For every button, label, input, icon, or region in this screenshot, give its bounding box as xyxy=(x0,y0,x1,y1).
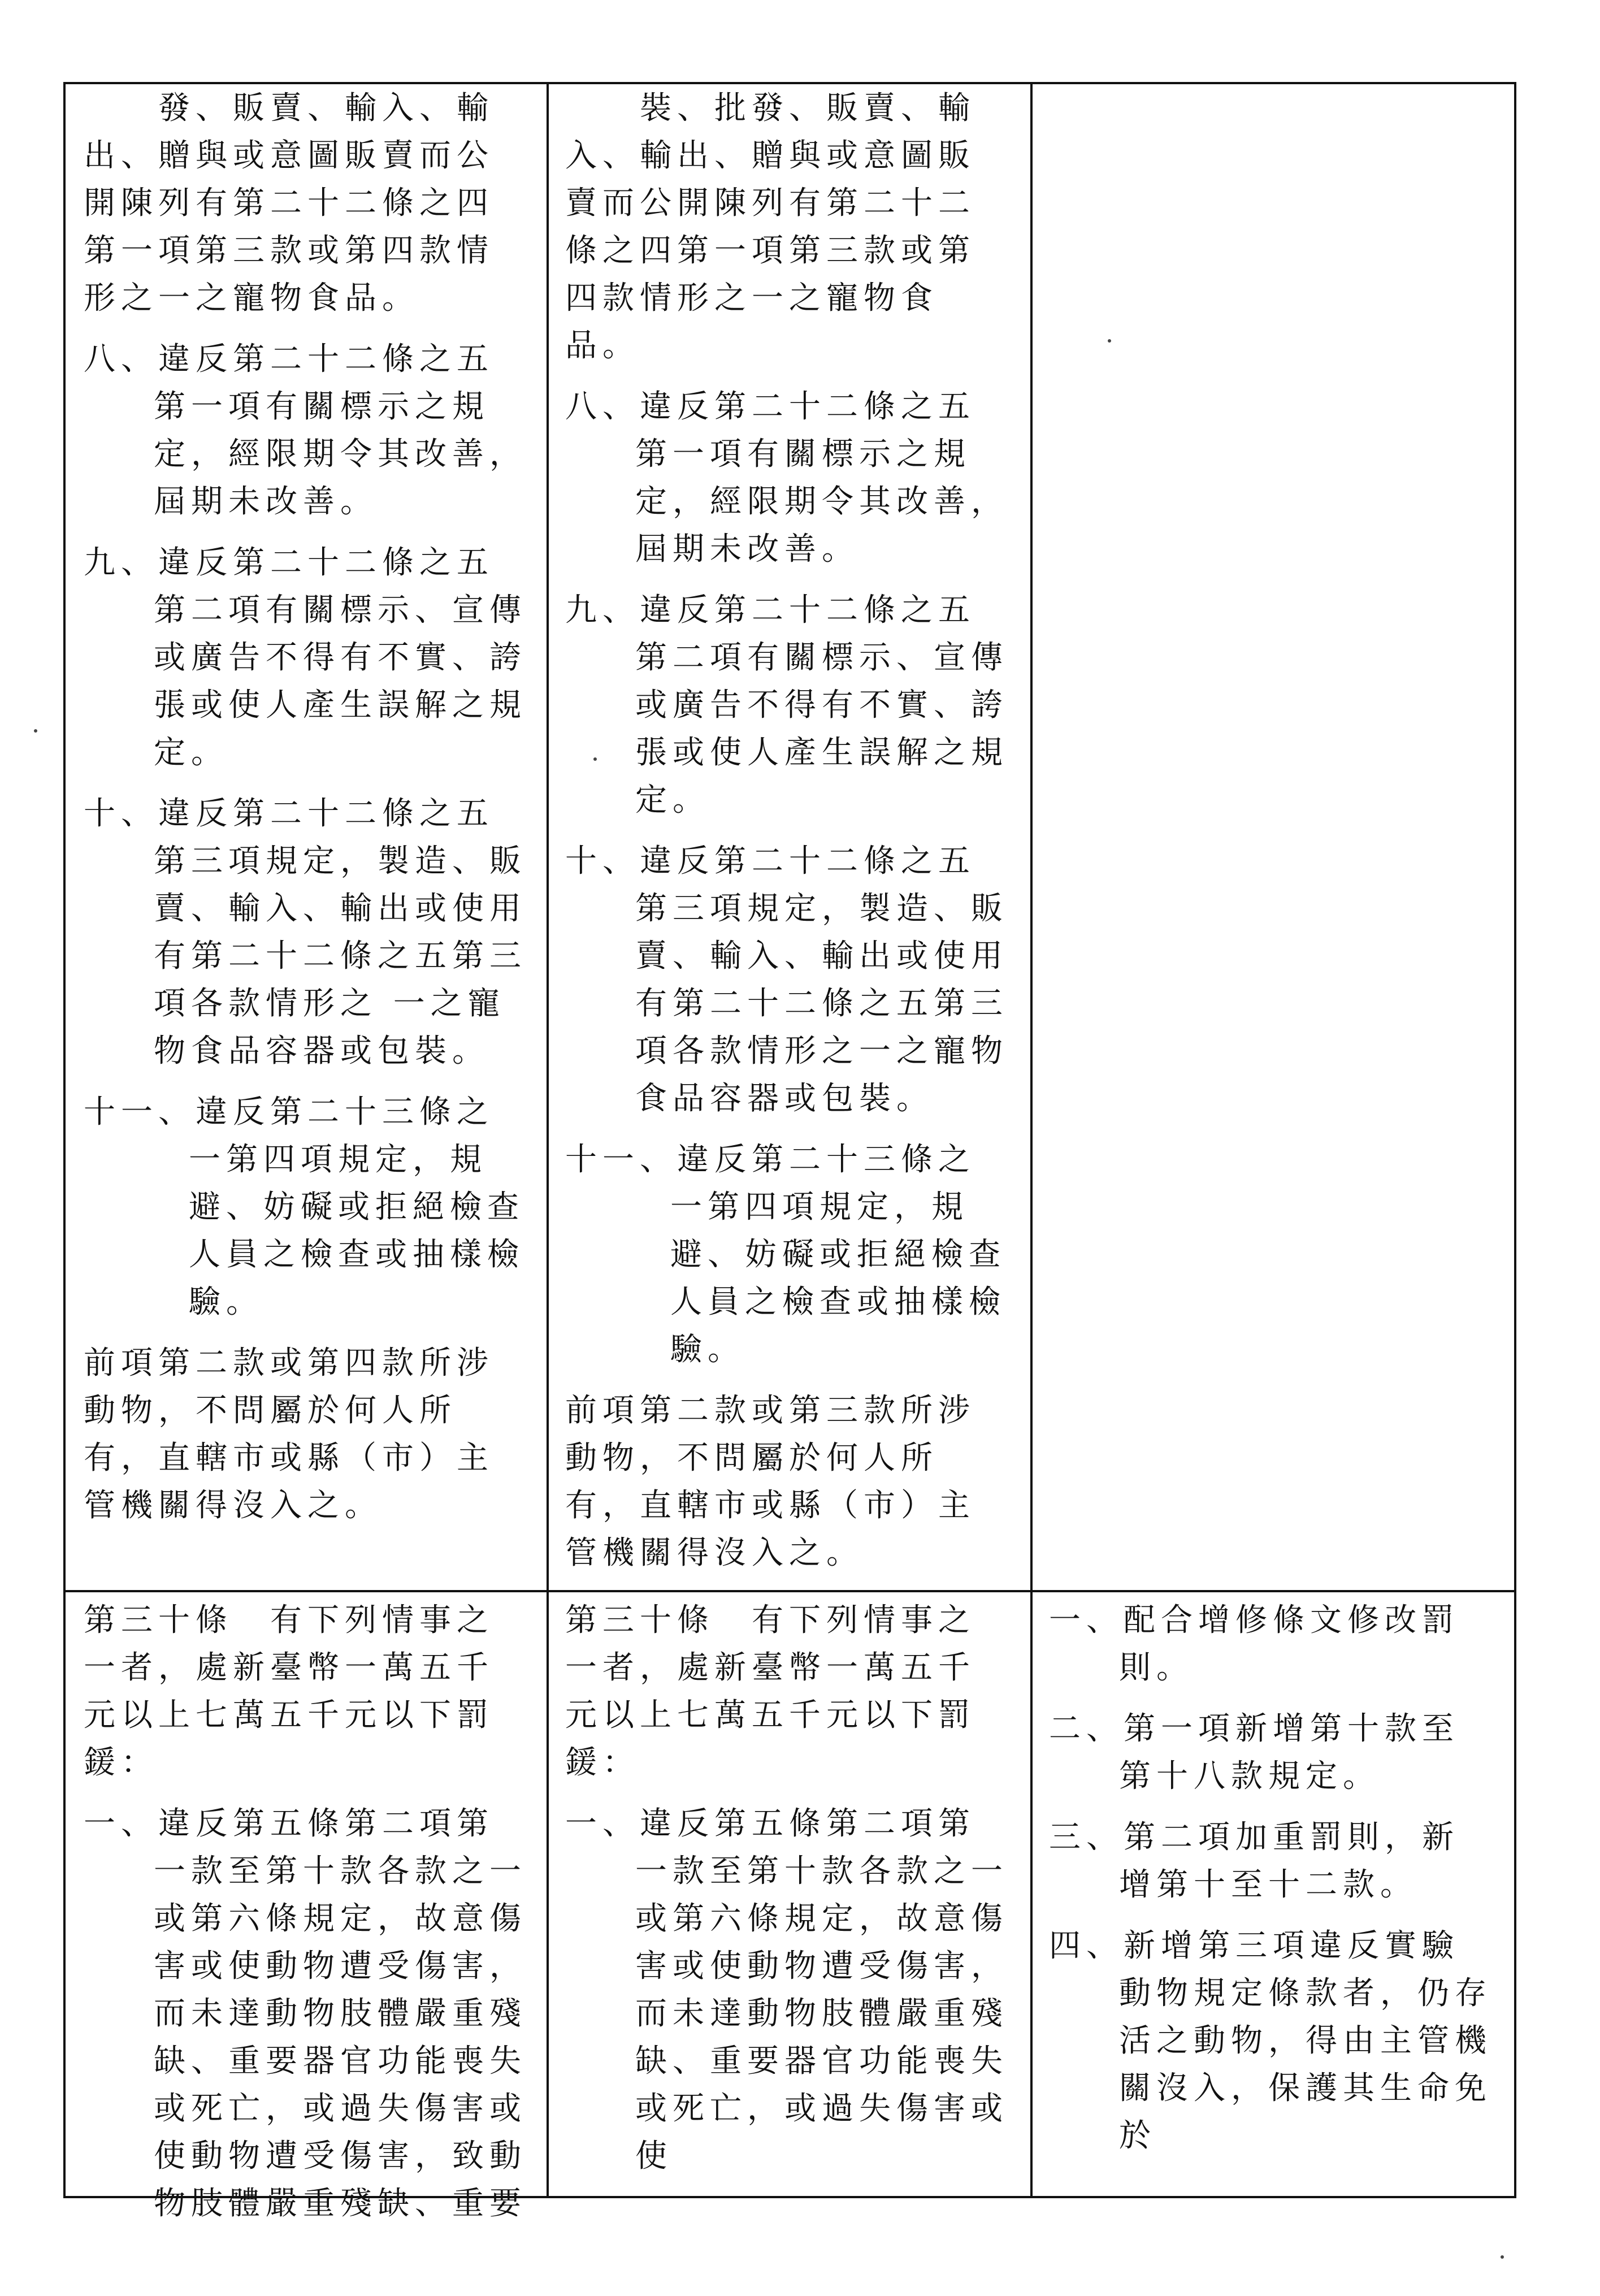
scan-speck xyxy=(1501,2255,1504,2259)
row-divider xyxy=(63,1590,1516,1592)
list-item: 九、違反第二十二條之五第二項有關標示、宣傳或廣告不得有不實、誇張或使人產生誤解之規定。 xyxy=(565,592,1008,818)
article-heading: 第三十條 有下列情事之一者，處新臺幣一萬五千元以上七萬五千元以下罰鍰： xyxy=(565,1602,975,1781)
table-border-top xyxy=(63,82,1516,84)
list-item: 二、第一項新增第十款至第十八款規定。 xyxy=(1049,1710,1459,1795)
list-item: 四、新增第三項違反實驗動物規定條款者，仍存活之動物，得由主管機關沒入，保護其生命免於 xyxy=(1049,1927,1492,2154)
scan-speck xyxy=(34,729,37,733)
confiscation-paragraph: 前項第二款或第四款所涉動物，不問屬於何人所有，直轄市或縣（市）主管機關得沒入之。 xyxy=(84,1345,494,1524)
list-item: 一、違反第五條第二項第一款至第十款各款之一或第六條規定，故意傷害或使動物遭受傷害，而未達動物肢體嚴重殘缺、重要器官功能喪失或死亡，或過失傷害或使動物遭受傷害，致動物肢體嚴重殘缺、重要 xyxy=(84,1805,527,2222)
list-item: 發、販賣、輸入、輸出、贈與或意圖販賣而公開陳列有第二十二條之四第一項第三款或第四款情形之一之寵物食品。 xyxy=(84,90,494,317)
list-item: 十一、違反第二十三條之一第四項規定，規避、妨礙或拒絕檢查人員之檢查或抽樣檢驗。 xyxy=(565,1141,1006,1368)
scan-speck xyxy=(593,757,597,761)
list-item: 十一、違反第二十三條之一第四項規定，規避、妨礙或拒絕檢查人員之檢查或抽樣檢驗。 xyxy=(84,1094,524,1320)
top-col2-cell xyxy=(565,85,1012,1588)
bottom-col2-cell xyxy=(565,1597,1012,2194)
bottom-col3-cell xyxy=(1049,1597,1495,2194)
article-heading: 第三十條 有下列情事之一者，處新臺幣一萬五千元以上七萬五千元以下罰鍰： xyxy=(84,1602,494,1781)
top-col3-cell xyxy=(1049,85,1495,1588)
list-item: 三、第二項加重罰則，新增第十至十二款。 xyxy=(1049,1819,1459,1903)
bottom-col1-cell xyxy=(84,1597,530,2222)
scan-speck xyxy=(1108,339,1111,343)
list-item: 八、違反第二十二條之五第一項有關標示之規定，經限期令其改善，屆期未改善。 xyxy=(565,388,1008,567)
list-item: 十、違反第二十二條之五第三項規定，製造、販賣、輸入、輸出或使用有第二十二條之五第三項各款情形之 一之寵物食品容器或包裝。 xyxy=(84,795,527,1069)
list-item: 十、違反第二十二條之五第三項規定，製造、販賣、輸入、輸出或使用有第二十二條之五第三項各款情形之一之寵物食品容器或包裝。 xyxy=(565,843,1008,1117)
list-item: 一、違反第五條第二項第一款至第十款各款之一或第六條規定，故意傷害或使動物遭受傷害，而未達動物肢體嚴重殘缺、重要器官功能喪失或死亡，或過失傷害或使 xyxy=(565,1805,1008,2174)
list-item: 一、配合增修條文修改罰則。 xyxy=(1049,1602,1459,1686)
list-item: 九、違反第二十二條之五第二項有關標示、宣傳或廣告不得有不實、誇張或使人產生誤解之規定。 xyxy=(84,544,527,771)
top-col1-cell xyxy=(84,85,530,1588)
table-divider-1 xyxy=(547,82,549,2198)
table-border-right xyxy=(1514,82,1516,2198)
list-item: 八、違反第二十二條之五第一項有關標示之規定，經限期令其改善，屆期未改善。 xyxy=(84,341,527,520)
list-item: 裝、批發、販賣、輸入、輸出、贈與或意圖販賣而公開陳列有第二十二條之四第一項第三款或第四款情形之一之寵物食品。 xyxy=(565,90,975,364)
table-divider-2 xyxy=(1030,82,1033,2198)
table-border-left xyxy=(63,82,66,2198)
confiscation-paragraph: 前項第二款或第三款所涉動物，不問屬於何人所有，直轄市或縣（市）主管機關得沒入之。 xyxy=(565,1392,975,1571)
